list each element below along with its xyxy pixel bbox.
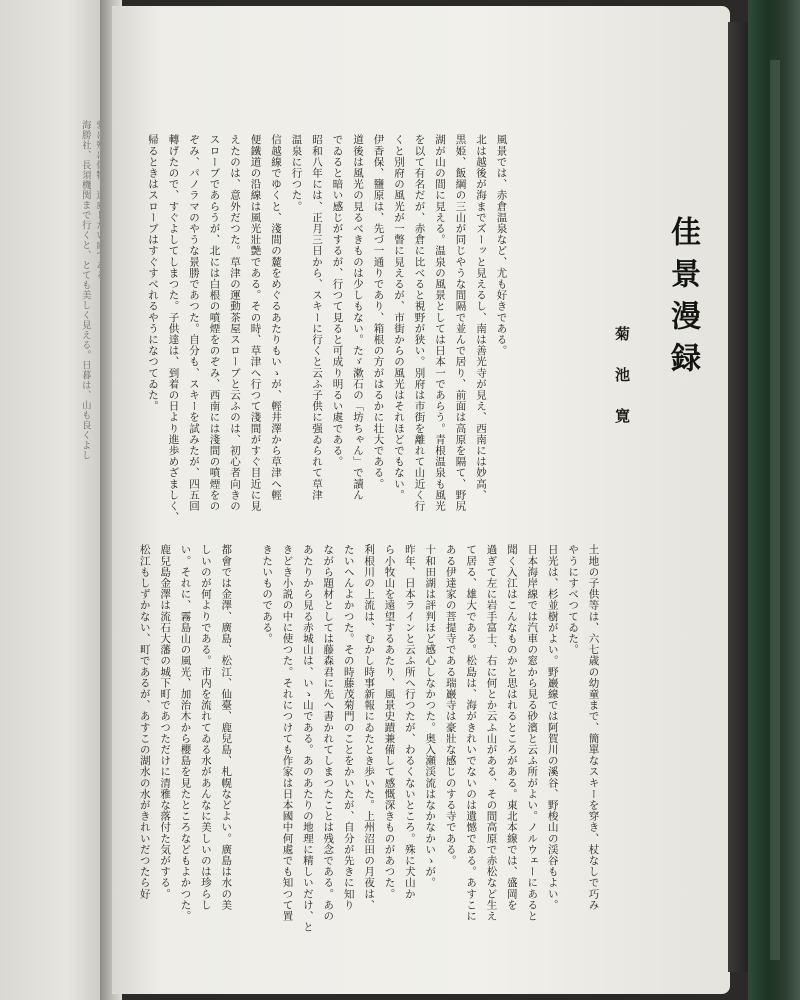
text-column: 轉げたので、すぐよしてしまつた。子供達は、到着の日より進歩めざましく、: [167, 134, 180, 523]
text-column: 松江もしずかない、町であるが、あすこの湖水の水がきれいだつたら好: [138, 544, 151, 900]
text-column: て居る、雄大である。松島は、海がきれいでないのは遺憾である。あすこに: [465, 544, 478, 922]
text-column: 伊香保、鹽原は、先づ一通りであり、箱根の方がはるかに壮大である。: [372, 134, 385, 490]
text-column: あたりから見る赤城山は、いゝ山である。あのあたりの地理に精しいだけ、と: [301, 544, 314, 933]
left-page-column: 海勝社、長須機関まで行くと、とても美しく見える。日暮は、山も良くよし: [79, 120, 91, 460]
text-column: 聞く入江はこんなものかと思はれるところがある。東北本線では、盛岡を: [505, 544, 518, 911]
cover-decoration: [770, 60, 780, 960]
article-title: 佳景漫録: [665, 216, 700, 384]
text-column: 温泉に行つた。: [290, 134, 303, 212]
text-column: 土地の子供等は、六七歳の幼童まで、簡單なスキーを穿き、杖なしで巧み: [587, 544, 600, 911]
text-column: でゐると暗い感じがするが、行つて見ると可成り明るい處である。: [331, 134, 344, 467]
text-column: ら小牧山を遠望するあたり、風景史蹟兼備して感慨深きものがあつた。: [383, 544, 396, 900]
text-column: スローブであらうが、北には白根の噴煙をのぞみ、西南には淺間の噴煙をの: [208, 134, 221, 512]
text-column: ぞみ、パノラマのやうな景勝であつた。自分も、スキーを試みたが、四五回: [188, 134, 200, 512]
article-author: 菊池寛: [613, 326, 631, 449]
text-column: 利根川の上流は、むかし時事新報にゐたとき歩いた。上州沼田の月夜は、: [363, 544, 376, 911]
text-column: きどき小説の中に使つた。それにつけても作家は日本國中何處でも知つて置: [281, 544, 294, 922]
text-column: を以て有名だが、赤倉に比べると視野が狭い。別府は市街を離れて山近く行: [413, 134, 426, 512]
text-column: 帰るときはスローブはすぐすべれるやうになつてゐた。: [147, 134, 159, 412]
text-column: い。それに、霧島山の風光、加治木から櫻島を見たところなどもよかつた。: [179, 544, 192, 922]
text-column: きたいものである。: [261, 544, 274, 644]
text-column: 道後は風光の見るべきものは少しもない。たゞ漱石の「坊ちゃん」で讀ん: [352, 134, 364, 501]
text-column: たいへんよかつた。その時藤茂菊門のことをかいたが、自分が先きに知り: [342, 544, 355, 911]
text-column: ながら題材としては藤森君に先へ書かれてしまつたことは残念である。あの: [322, 544, 335, 922]
text-column: 便鐵道の沿線は風光壯艶である。その時、草津へ行つて淺間がすぐ目近に見: [249, 134, 262, 512]
text-column: 信越線でゆくと、淺間の麓をめぐるあたりもいゝが、輕井澤から草津へ輕: [270, 134, 282, 501]
text-column: 十和田湖は評判ほど感心しなかつた。奥入瀬渓流はなかなかいゝが。: [424, 544, 437, 889]
text-column: 都會では金澤、廣島、松江、仙臺、鹿兒島、札幌などよい。廣島は水の美: [220, 544, 233, 911]
text-column: 昭和八年には、正月三日から、スキーに行くと云ふ子供に强ゐられて草津: [311, 134, 323, 501]
text-column: 昨年、日本ラインと云ふ所へ行つたが、わるくないところ。殊に犬山か: [403, 544, 416, 900]
right-page: [112, 6, 730, 994]
text-column: 鹿兒島金澤は流石大藩の城下町であつただけに清雅な落付た気がする。: [159, 544, 172, 900]
text-column: やうにすべつてゐた。: [567, 544, 580, 655]
text-column: 黒姫、飯綱の三山が同じやうな間隔で並んで居り、前面は高原を隔て、野尻: [454, 134, 467, 512]
text-column: 風景では、赤倉温泉など、尤も好きである。: [495, 134, 508, 356]
text-column: しいのが何よりである。市内を流れてゐる水があんなに美しいのは珍らし: [199, 544, 212, 911]
left-page: [0, 0, 112, 1000]
text-column: くと別府の風光が一瞥に見えるが、市街からの風光はそれほどでもない。: [393, 134, 405, 501]
text-column: 日光は、杉並樹がよい。野巖線では阿賀川の溪谷、野梭山の渓谷もよい。: [546, 544, 559, 911]
text-column: 過ぎて左に岩手富士、右に何とか云ふ山がある、その間高原で赤松など生え: [485, 544, 498, 922]
page-stack-edge: [728, 22, 750, 972]
text-column: 日本海岸線では汽車の窓から見る砂濱と云ふ所がよい。ノルウェーにあると: [526, 544, 539, 922]
text-column: 北は越後が海までズーッと見えるし、南は善光寺が見え、西南には妙高、: [475, 134, 487, 501]
text-column: ある伊達家の菩提寺である瑞巖寺は豪壯な感じのする寺である。: [444, 544, 457, 866]
text-column: えたのは、意外だつた。草津の運動茶屋スローブと云ふのは、初心者向きの: [229, 134, 241, 512]
text-column: 湖が山の間に見える。温泉の風景としては日本一であらう。青根温泉も風光: [434, 134, 446, 512]
